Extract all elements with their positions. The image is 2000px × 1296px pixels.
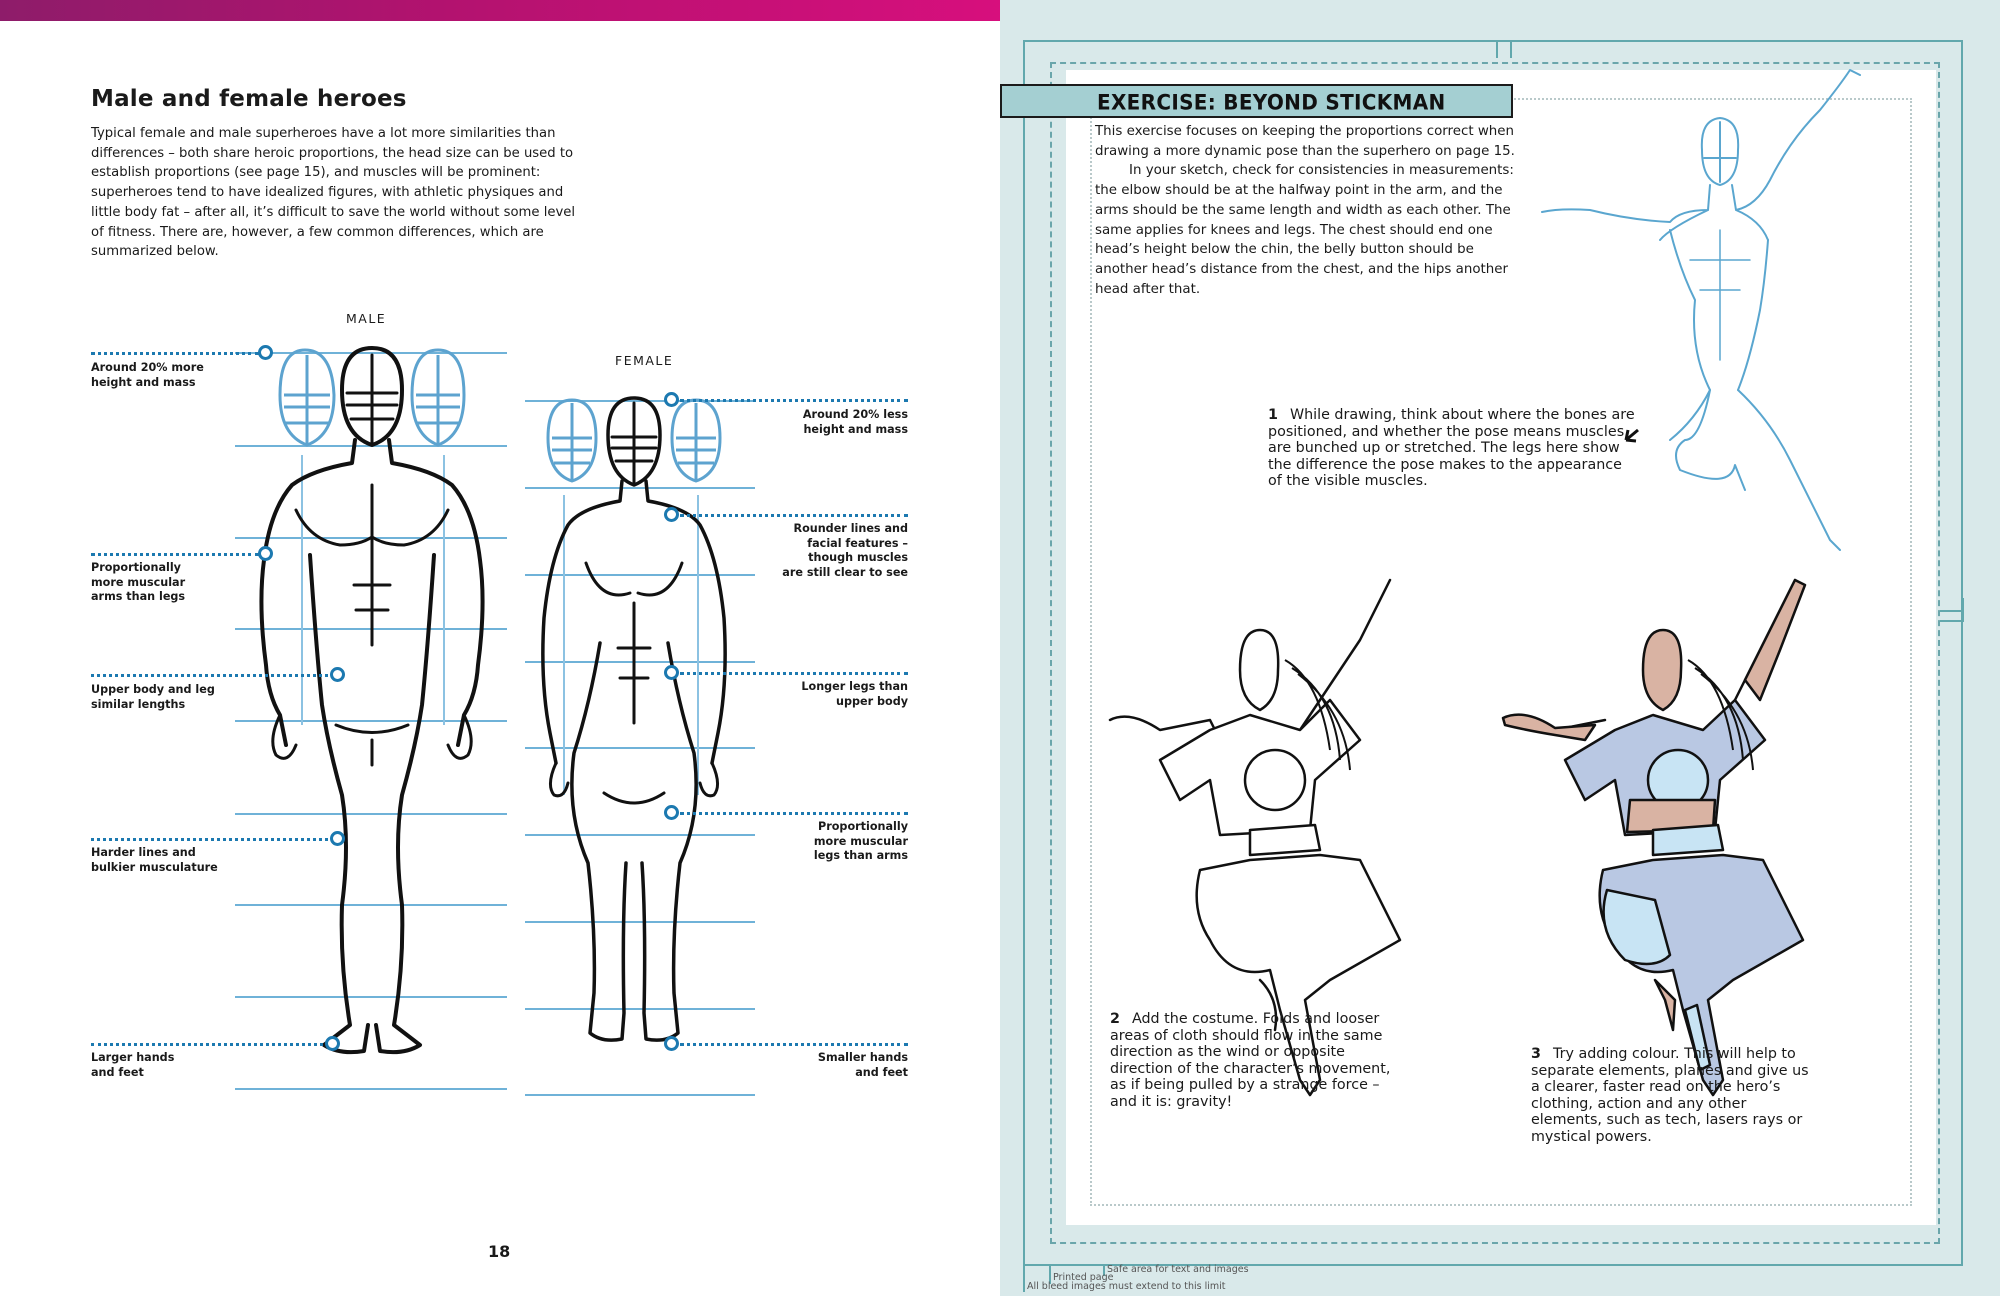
intro-paragraph: Typical female and male superheroes have a lot more similarities than differences – both share heroic proportions, the head size can be used to establish proportions (see page 15), and muscles will be prominent: superheroes tend to have idealized figures, with athletic physiques and little body fat – after all, it’s difficult to save the world without some level of fitness. There are, however, a few common differences, which are summarized below. xyxy=(91,126,576,260)
female-figure-illustration xyxy=(530,393,760,1093)
annotation-leader-line xyxy=(91,1043,329,1046)
step1-anatomy-sketch xyxy=(1520,60,1940,570)
right-page xyxy=(1000,0,2000,1296)
exercise-intro xyxy=(1095,122,1515,299)
annotation-text: more muscular xyxy=(813,834,908,848)
magenta-header-band xyxy=(0,0,1000,21)
annotation-text: bulkier musculature xyxy=(91,860,218,874)
annotation-text: more muscular xyxy=(91,575,186,589)
step-1 xyxy=(1268,407,1638,490)
annotation-text: Proportionally xyxy=(91,561,181,574)
annotation-text: Around 20% less xyxy=(802,408,908,421)
page-number: 18 xyxy=(488,1242,511,1261)
annotation-leader-line xyxy=(680,399,908,402)
annotation-marker xyxy=(664,1036,679,1051)
crop-mark xyxy=(1940,610,1962,612)
annotation-text: facial features – xyxy=(807,536,908,550)
female-annotation-height xyxy=(720,408,908,437)
annotation-text: legs than arms xyxy=(813,849,908,862)
annotation-marker xyxy=(664,392,679,407)
crop-mark xyxy=(1962,598,1964,622)
exercise-intro-paragraph-1: This exercise focuses on keeping the proportions correct when drawing a more dynamic pose than the superhero on page 15. xyxy=(1095,124,1515,159)
annotation-marker xyxy=(664,507,679,522)
legend-bleed-limit: All bleed images must extend to this limit xyxy=(1027,1281,1226,1292)
annotation-marker xyxy=(258,345,273,360)
annotation-leader-line xyxy=(91,352,259,355)
annotation-marker xyxy=(664,665,679,680)
male-annotation-proportions xyxy=(91,683,215,712)
annotation-text: arms than legs xyxy=(91,590,186,603)
annotation-text: height and mass xyxy=(91,375,196,389)
step-3 xyxy=(1531,1046,1821,1145)
annotation-text: Rounder lines and xyxy=(793,522,908,535)
annotation-text: height and mass xyxy=(803,422,908,436)
male-annotation-musculature xyxy=(91,846,218,875)
step-number: 1 xyxy=(1268,407,1278,423)
annotation-text: and feet xyxy=(91,1065,144,1079)
annotation-leader-line xyxy=(680,1043,908,1046)
step-text: Try adding colour. This will help to separate elements, planes and give us a clearer, faster read on the hero’s clothing, action and any other elements, such as tech, lasers rays or mystical powers. xyxy=(1531,1046,1809,1145)
male-figure-illustration xyxy=(250,345,510,1075)
male-annotation-height xyxy=(91,361,204,390)
annotation-text: Longer legs than xyxy=(801,680,908,693)
female-annotation-hands-feet xyxy=(720,1051,908,1080)
annotation-marker xyxy=(330,667,345,682)
male-guide-line xyxy=(235,1088,507,1090)
crop-mark xyxy=(1510,42,1512,58)
annotation-text: similar lengths xyxy=(91,697,186,711)
legend-printed-page: Printed page xyxy=(1053,1272,1114,1283)
annotation-marker xyxy=(325,1036,340,1051)
female-label: FEMALE xyxy=(615,353,674,368)
annotation-text: and feet xyxy=(855,1065,908,1079)
annotation-text: Upper body and leg xyxy=(91,683,215,696)
female-annotation-longer-legs xyxy=(720,680,908,709)
exercise-title-banner xyxy=(1000,84,1513,118)
annotation-marker xyxy=(258,546,273,561)
female-annotation-rounder-lines xyxy=(720,522,908,580)
step-text: While drawing, think about where the bones are positioned, and whether the pose means muscles are bunched up or stretched. The legs here show the difference the pose makes to the appearance of the visible muscles. xyxy=(1268,407,1635,489)
legend-marker xyxy=(1023,1266,1025,1292)
crop-mark xyxy=(1940,620,1962,622)
annotation-text: Around 20% more xyxy=(91,361,204,374)
annotation-leader-line xyxy=(91,838,334,841)
male-label: MALE xyxy=(346,311,387,326)
annotation-text: Larger hands xyxy=(91,1051,175,1064)
step-2 xyxy=(1110,1011,1400,1110)
annotation-text: though muscles xyxy=(808,551,908,564)
crop-mark xyxy=(1496,42,1498,58)
annotation-marker xyxy=(330,831,345,846)
male-annotation-hands-feet xyxy=(91,1051,174,1080)
exercise-intro-paragraph-2: In your sketch, check for consistencies in measurements: the elbow should be at the halfway point in the arm, and the arms should be the same length and width as each other. The same applies for knees and legs. The chest should end one head’s height below the chin, the belly button should be another head’s distance from the chest, and the hips another head after that. xyxy=(1095,163,1514,297)
legend-safe-area: Safe area for text and images xyxy=(1107,1264,1249,1275)
annotation-marker xyxy=(664,805,679,820)
annotation-leader-line xyxy=(91,674,334,677)
step3-coloured-figure xyxy=(1495,560,1895,1120)
step-number: 2 xyxy=(1110,1011,1120,1027)
exercise-title: EXERCISE: BEYOND STICKMAN xyxy=(1097,89,1446,115)
female-guide-line xyxy=(525,1094,755,1096)
annotation-text: are still clear to see xyxy=(782,565,908,579)
annotation-leader-line xyxy=(680,672,908,675)
male-annotation-arms xyxy=(91,561,185,605)
annotation-text: Harder lines and xyxy=(91,846,196,859)
annotation-text: Smaller hands xyxy=(817,1051,908,1064)
annotation-leader-line xyxy=(680,514,908,517)
page-title: Male and female heroes xyxy=(91,86,407,112)
annotation-leader-line xyxy=(680,812,908,815)
annotation-text: Proportionally xyxy=(818,820,908,833)
step-number: 3 xyxy=(1531,1046,1541,1062)
annotation-leader-line xyxy=(91,553,259,556)
step-text: Add the costume. Folds and looser areas of cloth should flow in the same direction as the wind or opposite direction of the character’s movement, as if being pulled by a strange force – and it is: gravity! xyxy=(1110,1011,1391,1110)
female-annotation-legs xyxy=(720,820,908,864)
annotation-text: upper body xyxy=(836,694,908,708)
